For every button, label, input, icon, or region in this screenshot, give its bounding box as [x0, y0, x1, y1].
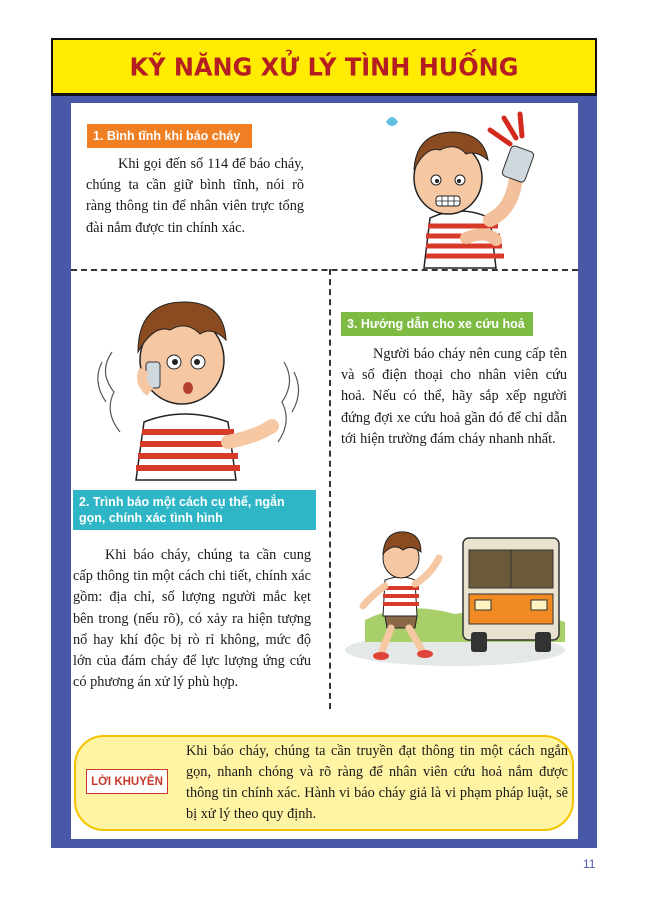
- section-1-text: Khi gọi đến số 114 để báo cháy, chúng ta cần giữ bình tĩnh, nói rõ ràng thông tin để nhân viên trực tổng đài nắm được tin chính xác.: [86, 156, 304, 236]
- vertical-divider: [329, 269, 331, 709]
- page-title: KỸ NĂNG XỬ LÝ TÌNH HUỐNG: [129, 51, 519, 82]
- panicked-boy-illustration: [370, 108, 560, 268]
- page-number: 11: [583, 857, 596, 871]
- horizontal-divider: [71, 269, 578, 271]
- boy-calling-illustration: [92, 282, 312, 482]
- section-3-text: Người báo cháy nên cung cấp tên và số điện thoại cho nhân viên cứu hoả. Nếu có thể, hãy sắp xếp người đứng đợi xe cứu hoả gần đó để chỉ dẫn tới hiện trường đám cháy nhanh nhất.: [341, 346, 567, 447]
- section-2-heading: 2. Trình báo một cách cụ thể, ngắn gọn, chính xác tình hình: [73, 490, 316, 530]
- title-banner: [51, 38, 597, 96]
- section-1-heading: 1. Bình tĩnh khi báo cháy: [87, 124, 252, 148]
- section-3-heading: 3. Hướng dẫn cho xe cứu hoả: [341, 312, 533, 336]
- fire-truck-icon: [463, 538, 559, 652]
- advice-text: Khi báo cháy, chúng ta cần truyền đạt thông tin một cách ngắn gọn, nhanh chóng và rõ ràng để nhân viên cứu hoả nắm được thông tin chính xác. Hành vi báo cháy giả là vi phạm pháp luật, sẽ bị xử lý theo quy định.: [186, 743, 568, 822]
- advice-label: LỜI KHUYÊN: [86, 769, 168, 794]
- section-2-text: Khi báo cháy, chúng ta cần cung cấp thông tin một cách chi tiết, chính xác gồm: địa chỉ, số lượng người mắc kẹt bên trong (nếu rõ), có xảy ra hiện tượng nổ hay khí độc bị rò rỉ không, mức độ lớn của đám cháy để lực lượng ứng cứu có phương án xử lý phù hợp.: [73, 547, 311, 691]
- boy-guiding-fire-truck-illustration: [345, 520, 570, 670]
